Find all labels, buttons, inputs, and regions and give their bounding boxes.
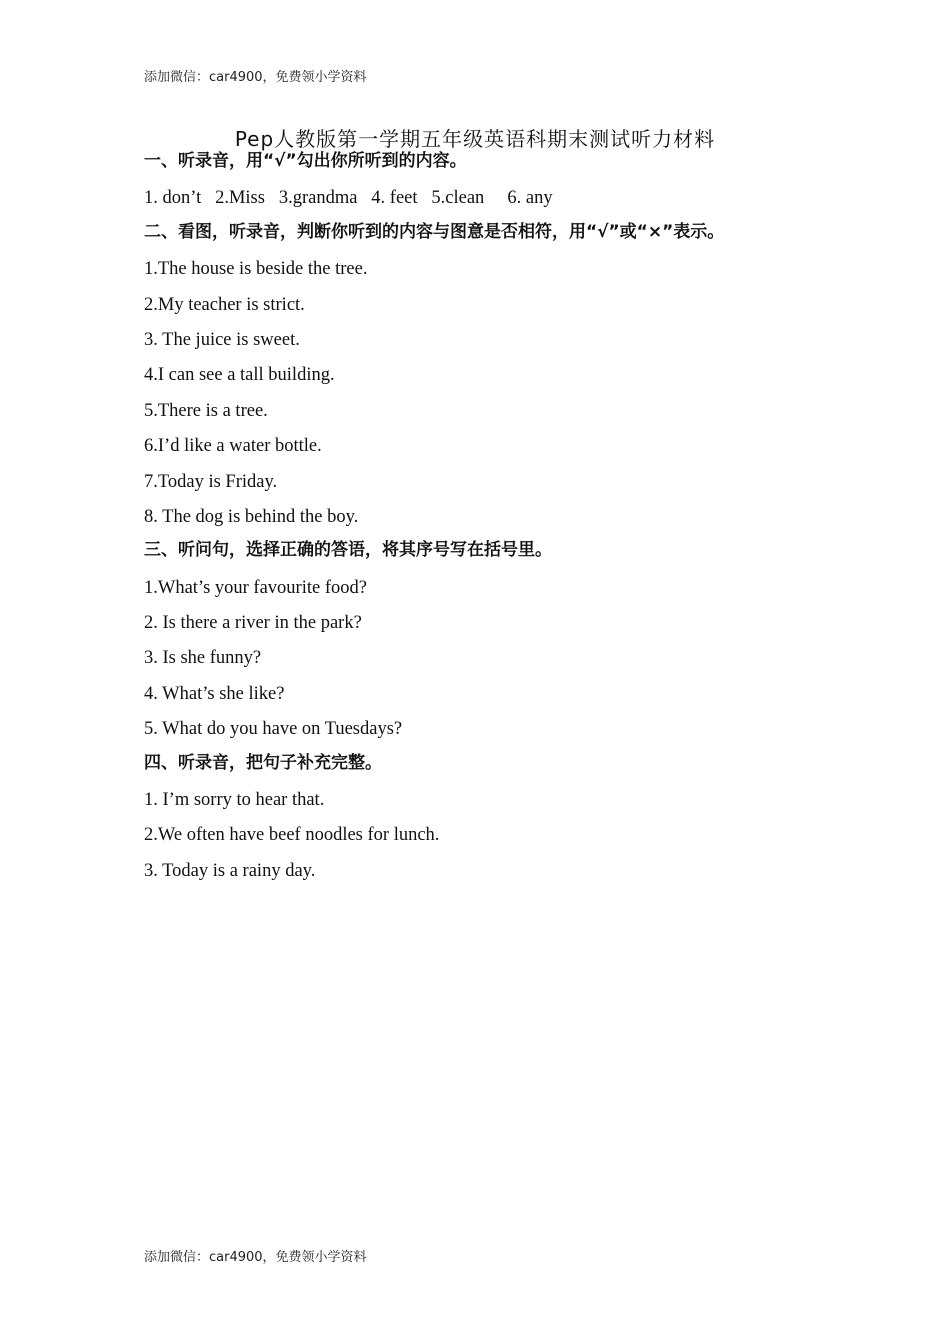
page-header-note: 添加微信：car4900，免费领小学资料 xyxy=(144,70,367,85)
document-title: Pep人教版第一学期五年级英语科期末测试听力材料 xyxy=(234,127,716,151)
section-line: 2. Is there a river in the park? xyxy=(144,613,362,634)
section-heading: 一、听录音，用“√”勾出你所听到的内容。 xyxy=(144,151,467,171)
section-heading: 三、听问句，选择正确的答语，将其序号写在括号里。 xyxy=(144,540,552,561)
section-line: 1.What’s your favourite food? xyxy=(144,577,367,598)
section-line: 5.There is a tree. xyxy=(144,400,268,421)
section-line: 3. The juice is sweet. xyxy=(144,329,300,350)
document-body xyxy=(144,150,844,893)
section-line: 2.We often have beef noodles for lunch. xyxy=(144,825,440,846)
section-line: 4. What’s she like? xyxy=(144,683,285,704)
section-line: 6.I’d like a water bottle. xyxy=(144,436,322,457)
section-heading: 二、看图，听录音，判断你听到的内容与图意是否相符，用“√”或“×”表示。 xyxy=(144,221,725,242)
section-line: 4.I can see a tall building. xyxy=(144,365,335,386)
page-footer-note: 添加微信：car4900，免费领小学资料 xyxy=(144,1250,367,1265)
section-line: 8. The dog is behind the boy. xyxy=(144,506,359,527)
section-line: 5. What do you have on Tuesdays? xyxy=(144,719,403,740)
section-2 xyxy=(144,221,844,540)
section-line: 3. Is she funny? xyxy=(144,648,262,669)
section-1 xyxy=(144,150,844,221)
section-3 xyxy=(144,539,844,751)
section-line: 3. Today is a rainy day. xyxy=(144,860,316,881)
section-line: 7.Today is Friday. xyxy=(144,471,278,492)
section-line: 2.My teacher is strict. xyxy=(144,294,305,315)
section-line: 1. don’t 2.Miss 3.grandma 4. feet 5.clean 6. any xyxy=(144,188,553,209)
section-4 xyxy=(144,752,844,894)
section-heading: 四、听录音，把句子补充完整。 xyxy=(144,752,382,773)
section-line: 1.The house is beside the tree. xyxy=(144,259,368,280)
section-line: 1. I’m sorry to hear that. xyxy=(144,790,325,811)
